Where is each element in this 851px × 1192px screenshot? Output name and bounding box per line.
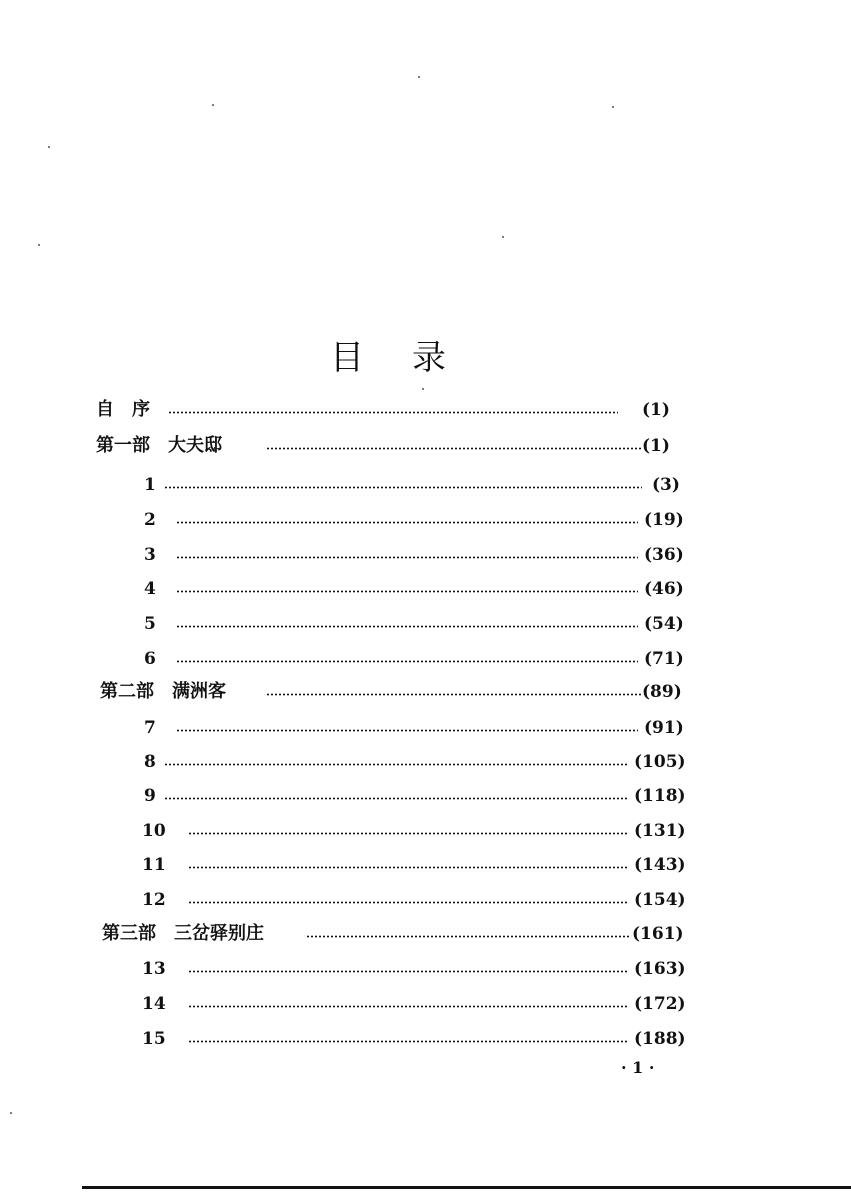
title-char-2: 录 bbox=[412, 338, 446, 378]
scan-speck bbox=[48, 146, 50, 148]
toc-entry-page: (36) bbox=[644, 545, 684, 565]
toc-entry-chapter-11[interactable] bbox=[0, 853, 851, 877]
toc-entry-chapter-13[interactable] bbox=[0, 957, 851, 981]
toc-entry-page: (161) bbox=[632, 924, 684, 944]
toc-entry-label: 4 bbox=[144, 579, 156, 599]
toc-entry-page: (143) bbox=[634, 855, 686, 875]
toc-entry-page: (54) bbox=[644, 614, 684, 634]
toc-entry-page: (89) bbox=[642, 682, 682, 702]
scan-speck bbox=[418, 76, 420, 78]
toc-entry-label: 11 bbox=[142, 855, 166, 875]
dot-leader bbox=[164, 763, 628, 766]
scan-speck bbox=[38, 244, 40, 246]
dot-leader bbox=[188, 866, 628, 869]
toc-entry-part-3[interactable] bbox=[0, 922, 851, 946]
toc-entry-label: 13 bbox=[142, 959, 166, 979]
toc-entry-chapter-4[interactable] bbox=[0, 577, 851, 601]
toc-entry-label: 5 bbox=[144, 614, 156, 634]
toc-entry-chapter-9[interactable] bbox=[0, 784, 851, 808]
dot-leader bbox=[164, 486, 642, 489]
toc-entry-chapter-1[interactable] bbox=[0, 473, 851, 497]
toc-entry-chapter-5[interactable] bbox=[0, 612, 851, 636]
toc-entry-page: (71) bbox=[644, 649, 684, 669]
toc-entry-label: 14 bbox=[142, 994, 166, 1014]
toc-entry-chapter-6[interactable] bbox=[0, 647, 851, 671]
toc-entry-label: 9 bbox=[144, 786, 156, 806]
dot-leader bbox=[176, 521, 638, 524]
dot-leader bbox=[176, 556, 638, 559]
toc-entry-chapter-12[interactable] bbox=[0, 888, 851, 912]
toc-entry-page: (91) bbox=[644, 718, 684, 738]
page-number: · 1 · bbox=[621, 1058, 655, 1077]
toc-entry-page: (163) bbox=[634, 959, 686, 979]
dot-leader bbox=[176, 660, 638, 663]
toc-entry-chapter-14[interactable] bbox=[0, 992, 851, 1016]
toc-entry-part-1[interactable] bbox=[0, 434, 851, 458]
dot-leader bbox=[176, 625, 638, 628]
toc-entry-label: 10 bbox=[142, 821, 166, 841]
toc-entry-label: 自 序 bbox=[96, 399, 150, 420]
toc-entry-label: 12 bbox=[142, 890, 166, 910]
toc-entry-label: 第二部 满洲客 bbox=[100, 681, 226, 702]
toc-entry-page: (19) bbox=[644, 510, 684, 530]
toc-entry-label: 6 bbox=[144, 649, 156, 669]
toc-entry-chapter-2[interactable] bbox=[0, 508, 851, 532]
dot-leader bbox=[176, 590, 638, 593]
dot-leader bbox=[266, 693, 642, 696]
bottom-rule bbox=[82, 1186, 851, 1189]
toc-entry-part-2[interactable] bbox=[0, 680, 851, 704]
toc-entry-label: 7 bbox=[144, 718, 156, 738]
dot-leader bbox=[188, 1005, 628, 1008]
toc-entry-page: (1) bbox=[642, 400, 670, 420]
scan-speck bbox=[612, 106, 614, 108]
dot-leader bbox=[188, 1040, 628, 1043]
dot-leader bbox=[188, 970, 628, 973]
toc-entry-chapter-7[interactable] bbox=[0, 716, 851, 740]
toc-entry-label: 第三部 三岔驿别庄 bbox=[102, 923, 264, 944]
scan-speck bbox=[422, 388, 424, 390]
toc-entry-preface[interactable] bbox=[0, 398, 851, 422]
dot-leader bbox=[188, 832, 628, 835]
toc-entry-label: 1 bbox=[144, 475, 156, 495]
dot-leader bbox=[266, 447, 642, 450]
toc-entry-page: (131) bbox=[634, 821, 686, 841]
scan-speck bbox=[502, 236, 504, 238]
dot-leader bbox=[168, 411, 618, 414]
toc-entry-label: 第一部 大夫邸 bbox=[96, 435, 222, 456]
toc-entry-page: (46) bbox=[644, 579, 684, 599]
toc-entry-label: 3 bbox=[144, 545, 156, 565]
toc-entry-chapter-15[interactable] bbox=[0, 1027, 851, 1051]
toc-entry-page: (188) bbox=[634, 1029, 686, 1049]
toc-entry-page: (105) bbox=[634, 752, 686, 772]
dot-leader bbox=[164, 797, 628, 800]
dot-leader bbox=[306, 935, 630, 938]
toc-entry-page: (172) bbox=[634, 994, 686, 1014]
toc-entry-page: (118) bbox=[634, 786, 686, 806]
toc-entry-label: 8 bbox=[144, 752, 156, 772]
toc-entry-page: (3) bbox=[652, 475, 680, 495]
toc-entry-chapter-8[interactable] bbox=[0, 750, 851, 774]
dot-leader bbox=[188, 901, 628, 904]
title-char-1: 目 bbox=[330, 338, 364, 378]
toc-entry-label: 15 bbox=[142, 1029, 166, 1049]
toc-entry-label: 2 bbox=[144, 510, 156, 530]
toc-entry-chapter-10[interactable] bbox=[0, 819, 851, 843]
scan-speck bbox=[10, 1112, 12, 1114]
scan-speck bbox=[212, 104, 214, 106]
toc-entry-page: (1) bbox=[642, 436, 670, 456]
toc-entry-chapter-3[interactable] bbox=[0, 543, 851, 567]
toc-entry-page: (154) bbox=[634, 890, 686, 910]
dot-leader bbox=[176, 729, 638, 732]
